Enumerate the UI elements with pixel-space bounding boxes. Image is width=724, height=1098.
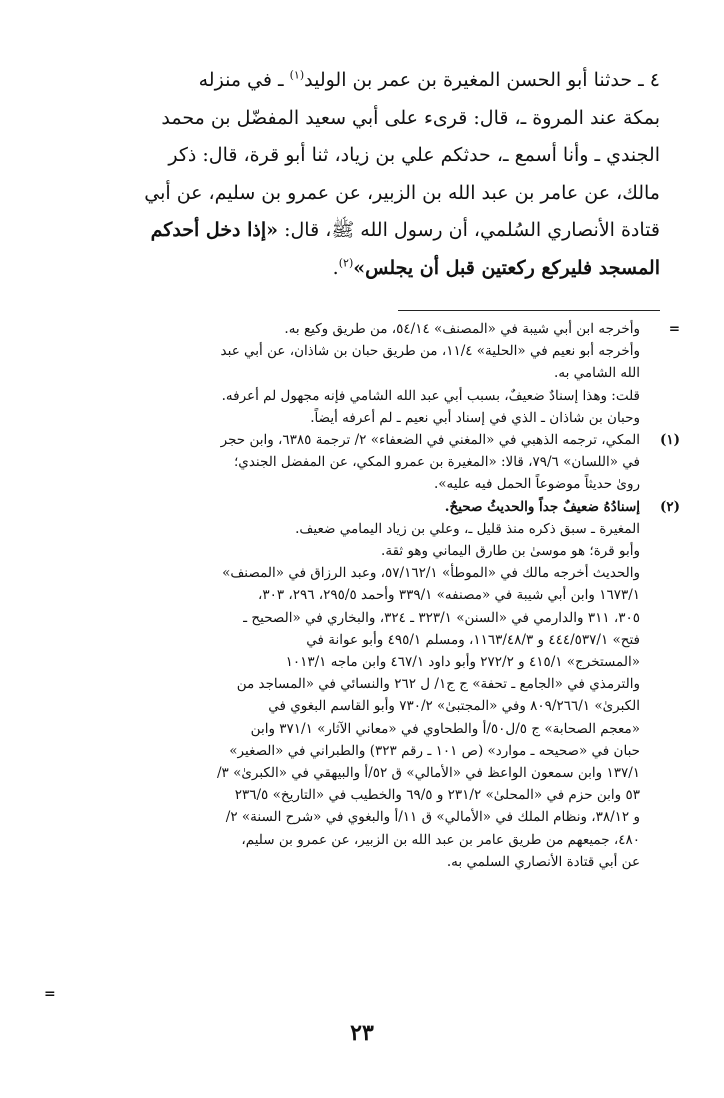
page-number: ٢٣ <box>350 1020 374 1046</box>
hadith-line-5 <box>70 212 660 250</box>
footnote-2-line: حبان في «صحيحه ـ موارد» (ص ١٠١ ـ رقم ٣٢٣) والطبراني في «الصغير» <box>229 742 640 759</box>
hadith-line-6 <box>70 250 660 288</box>
footnote-2-line: المغيرة ـ سبق ذكره منذ قليل ـ، وعلي بن زياد اليمامي ضعيف. <box>295 520 640 537</box>
footnote-2-marker: (٢) <box>659 498 680 515</box>
footnote-2-line: «المستخرج» ٤١٥/١ و ٢٧٢/٢ وأبو داود ٤٦٧/١ وابن ماجه ١٠١٣/١ <box>285 654 640 671</box>
hadith-line-4: مالك، عن عامر بن عبد الله بن الزبير، عن عمرو بن سليم، عن أبي <box>144 181 660 204</box>
footnote-2 <box>44 496 680 873</box>
hadith-main-text <box>70 62 660 287</box>
footnote-continues-marker: = <box>44 986 56 1002</box>
hadith-line-1-tail: ـ في منزله <box>198 69 290 91</box>
footnote-ref-2: (٢) <box>338 256 354 270</box>
footnote-2-line: ٣٠٥، ٣١١ والدارمي في «السنن» ٣٢٣/١ ـ ٣٢٤، والبخاري في «الصحيح ـ <box>243 609 640 626</box>
hadith-line-3: الجندي ـ وأنا أسمع ـ، حدثكم علي بن زياد، ثنا أبو قرة، قال: ذكر <box>168 144 660 166</box>
footnote-2-line: و ٣٨/١٢، ونظام الملك في «الأمالي» ق ١١/أ والبغوي في «شرح السنة» ٢/ <box>225 809 640 826</box>
footnote-continued-line: وأخرجه ابن أبي شيبة في «المصنف» ٥٤/١٤، من طريق وكيع به. <box>284 321 640 337</box>
footnote-2-line: ٤٨٠، جميعهم من طريق عامر بن عبد الله بن الزبير، عن عمرو بن سليم، <box>241 831 640 848</box>
footnote-1-marker: (١) <box>659 432 680 449</box>
footnote-2-line: الكبرىٰ» ٨٠٩/٢٦٦/١ وفي «المجتبىٰ» ٧٣٠/٢ وأبو القاسم البغوي في <box>268 698 640 715</box>
footnote-continued-body <box>44 318 640 429</box>
footnote-ref-1: (١) <box>289 68 305 82</box>
footnote-1 <box>44 429 680 496</box>
footnote-1-line: في «اللسان» ٧٩/٦، قالا: «المغيرة بن عمرو المكي، عن المفضل الجندي؛ <box>233 454 640 471</box>
footnote-continued-line: وأخرجه أبو نعيم في «الحلية» ١١/٤، من طريق حبان بن شاذان، عن أبي عبد <box>220 343 640 360</box>
footnote-2-line: ١٦٧٣/١ وابن أبي شيبة في «مصنفه» ٣٣٩/١ وأحمد ٢٩٥/٥، ٢٩٦، ٣٠٣، <box>257 587 640 604</box>
footnote-1-line: المكي، ترجمه الذهبي في «المغني في الضعفاء» ٢/ ترجمة ٦٣٨٥، وابن حجر <box>220 432 640 449</box>
footnote-continued-line: الله الشامي به. <box>554 365 640 382</box>
hadith-line-6-period: . <box>332 256 339 279</box>
footnote-2-line: ٥٣ وابن حزم في «المحلىٰ» ٢٣١/٢ و ٦٩/٥ والخطيب في «التاريخ» ٢٣٦/٥ <box>234 787 640 804</box>
footnote-2-body <box>44 496 640 873</box>
footnote-divider <box>398 310 660 311</box>
hadith-quote-end: المسجد فليركع ركعتين قبل أن يجلس» <box>353 256 660 279</box>
footnote-2-line: وأبو قرة؛ هو موسىٰ بن طارق اليماني وهو ثقة. <box>381 543 640 560</box>
hadith-line-1-text: ٤ ـ حدثنا أبو الحسن المغيرة بن عمر بن الوليد <box>304 69 660 91</box>
footnote-2-line: والحديث أخرجه مالك في «الموطأ» ٥٧/١٦٢/١، وعبد الرزاق في «المصنف» <box>222 565 640 582</box>
footnotes-section <box>44 318 680 873</box>
hadith-line-2: بمكة عند المروة ـ، قال: قرىء على أبي سعيد المفضّل بن محمد <box>161 106 660 129</box>
footnote-continued-line: قلت: وهذا إسنادٌ ضعيفٌ، بسبب أبي عبد الله الشامي فإنه مجهول لم أعرفه. <box>221 387 640 404</box>
footnote-2-line: عن أبي قتادة الأنصاري السلمي به. <box>446 853 640 870</box>
footnote-2-heading: إسنادُهُ ضعيفٌ جداً والحديثُ صحيحٌ. <box>444 498 640 515</box>
footnote-2-line: والترمذي في «الجامع ـ تحفة» ج ج١/ ل ٢٦٢ والنسائي في «المساجد من <box>236 676 640 693</box>
footnote-1-line: روىٰ حديثاً موضوعاً الحمل فيه عليه». <box>433 476 640 493</box>
footnote-continued <box>44 318 680 429</box>
footnote-2-line: فتح» ٤٤٤/٥٣٧/١ و ١١٦٣/٤٨/٣، ومسلم ٤٩٥/١ وأبو عوانة في <box>306 631 640 648</box>
footnote-2-line: «معجم الصحابة» ج ٥/ل٥٠/أ والطحاوي في «معاني الآثار» ٣٧١/١ وابن <box>250 720 640 737</box>
hadith-line-1 <box>70 62 660 100</box>
hadith-line-5-text: قتادة الأنصاري السُلمي، أن رسول الله ﷺ، قال: <box>278 219 660 241</box>
footnote-continued-marker: = <box>668 321 680 337</box>
hadith-quote-start: «إذا دخل أحدكم <box>150 219 279 241</box>
footnote-1-body <box>44 429 640 496</box>
footnote-2-line: ١٣٧/١ وابن سمعون الواعظ في «الأمالي» ق ٥٢/أ والبيهقي في «الكبرىٰ» ٣/ <box>216 765 640 782</box>
footnote-continued-line: وحبان بن شاذان ـ الذي في إسناد أبي نعيم ـ لم أعرفه أيضاً. <box>310 409 640 426</box>
